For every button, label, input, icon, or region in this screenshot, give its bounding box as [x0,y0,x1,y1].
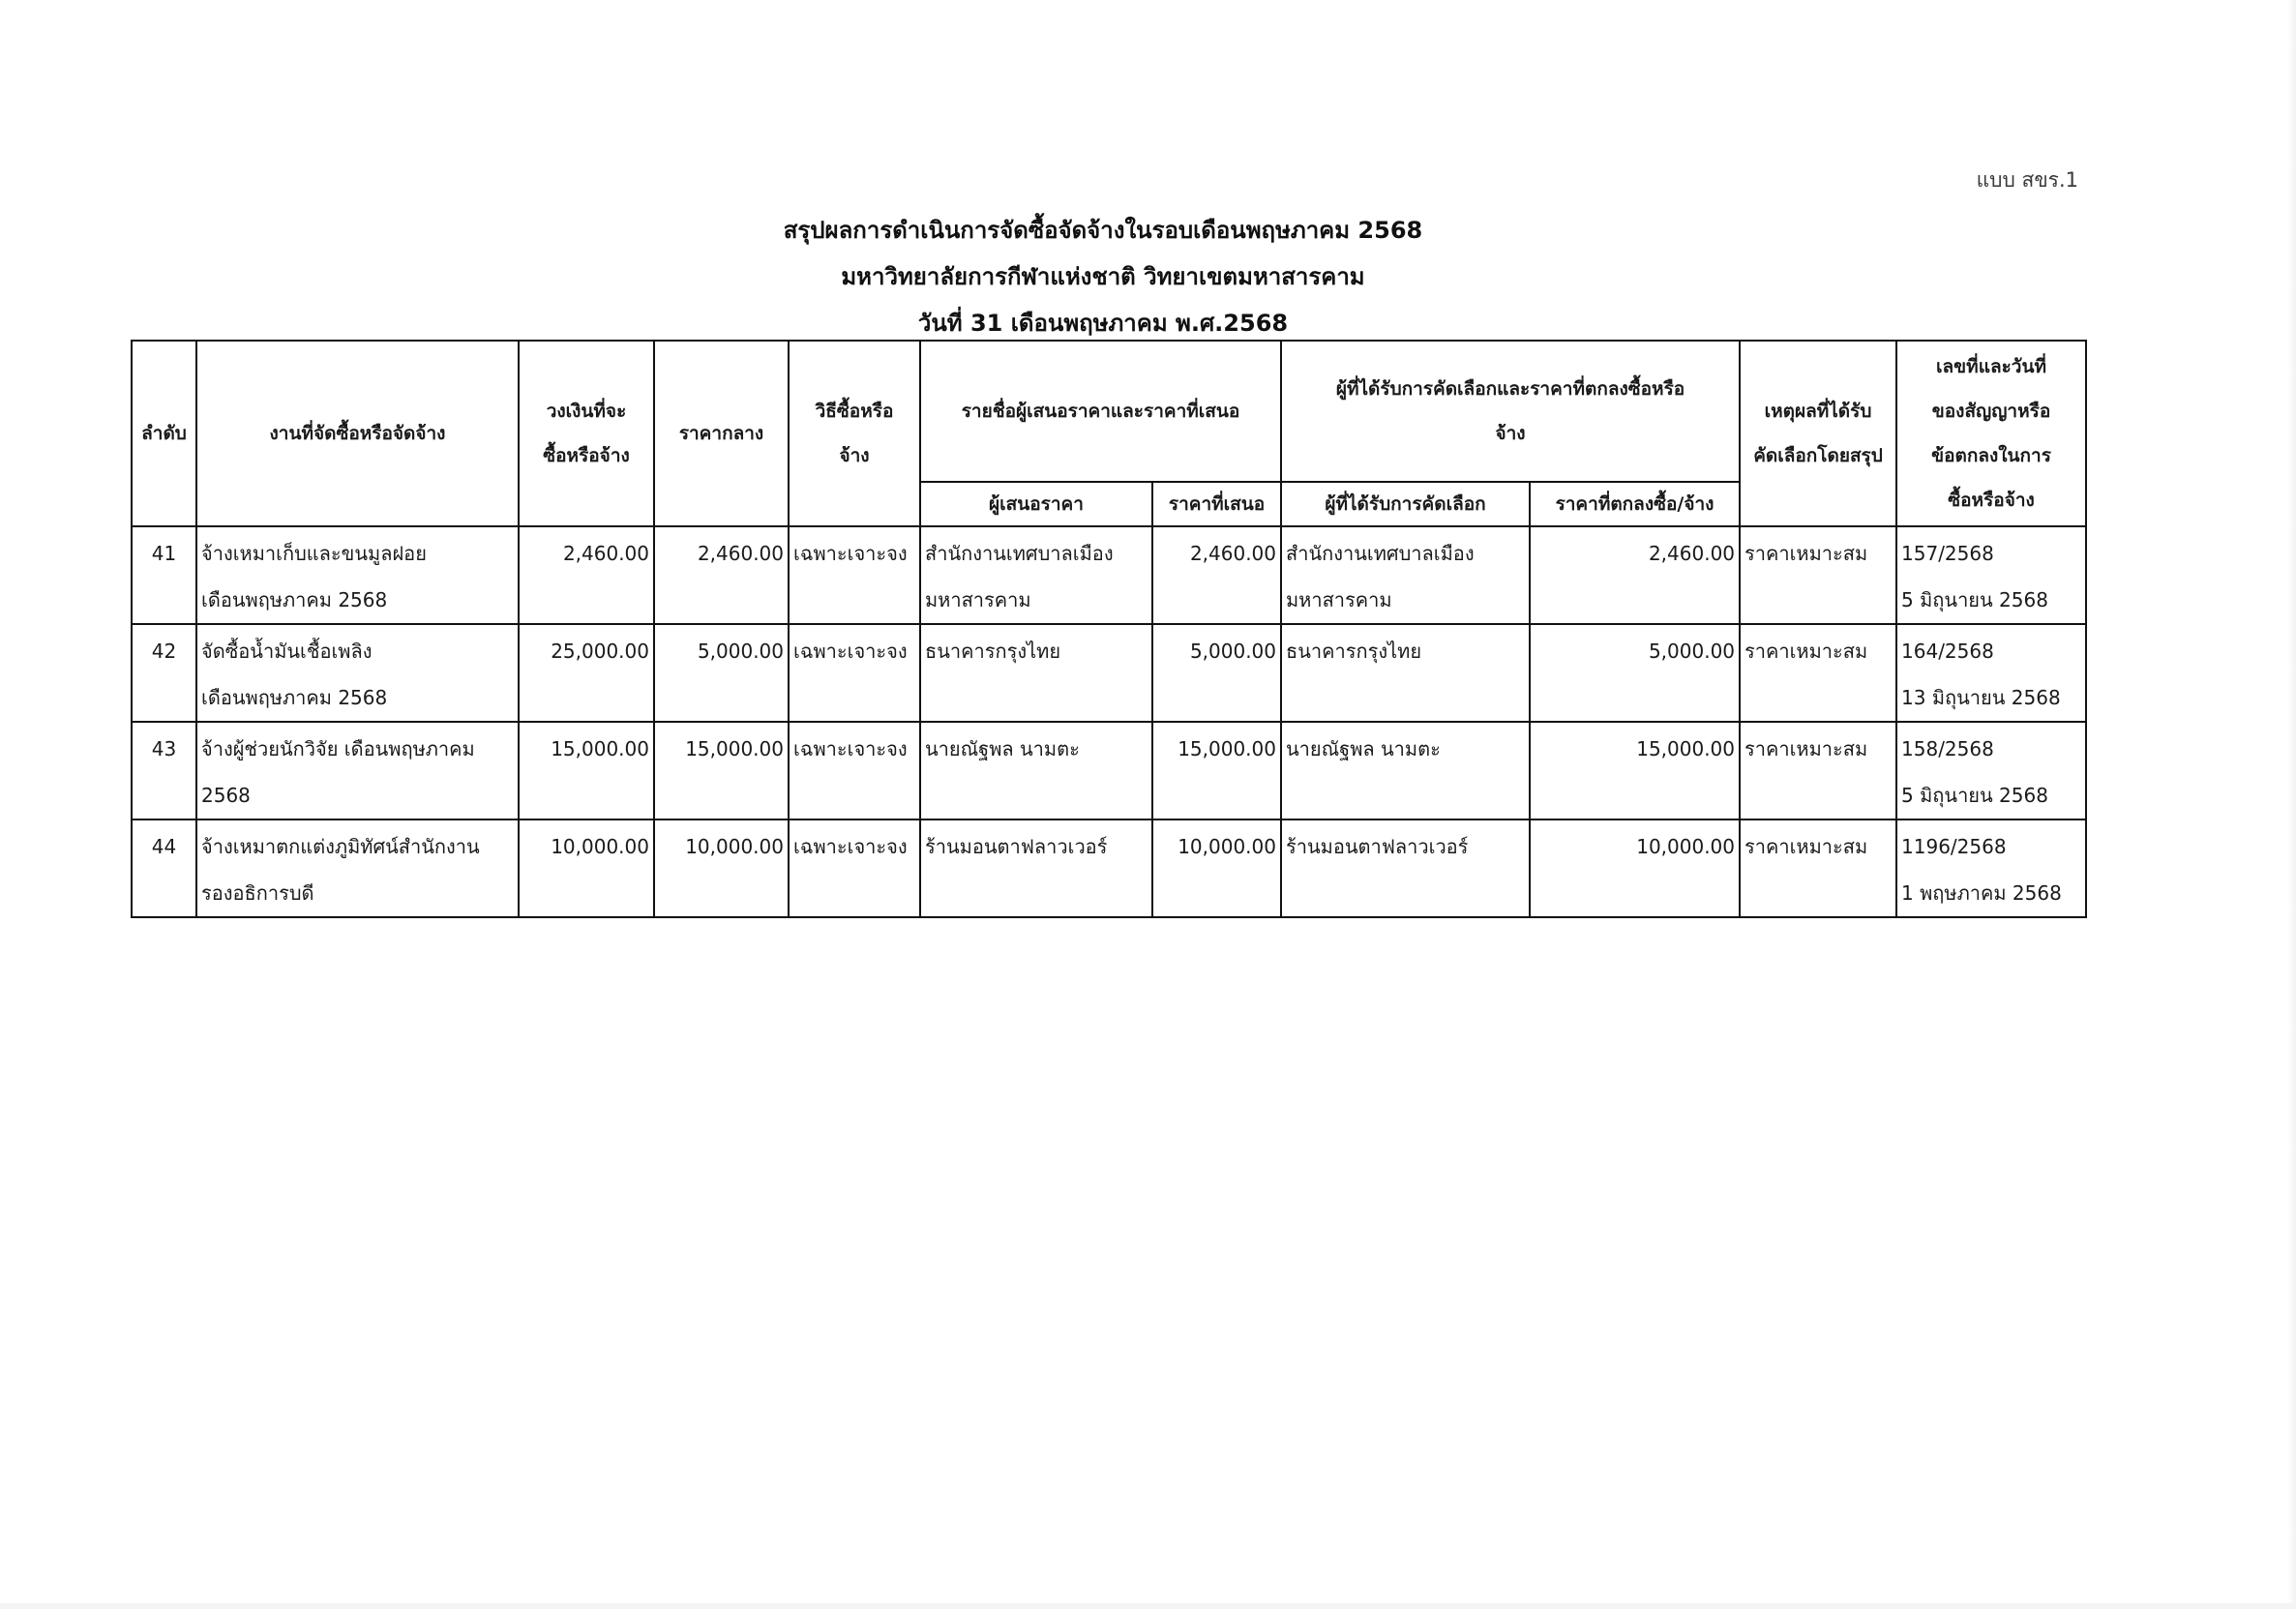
header-method: วิธีซื้อหรือ จ้าง [789,341,920,526]
header-bid-price: ราคาที่เสนอ [1152,482,1281,526]
cell-bidder: สำนักงานเทศบาลเมือง มหาสารคาม [920,526,1152,624]
header-contract: เลขที่และวันที่ ของสัญญาหรือ ข้อตกลงในการ ซื้อหรือจ้าง [1896,341,2086,526]
cell-selected: ธนาคารกรุงไทย [1281,624,1530,722]
cell-selected: ร้านมอนตาฟลาวเวอร์ [1281,819,1530,917]
header-work: งานที่จัดซื้อหรือจัดจ้าง [196,341,519,526]
header-bidder: ผู้เสนอราคา [920,482,1152,526]
cell-work: จ้างเหมาตกแต่งภูมิทัศน์สำนักงาน รองอธิการบดี [196,819,519,917]
form-code: แบบ สขร.1 [1976,168,2078,192]
cell-contract: 157/2568 5 มิถุนายน 2568 [1896,526,2086,624]
table-row [132,819,2086,917]
cell-agreed-price: 2,460.00 [1530,526,1740,624]
institution-name: มหาวิทยาลัยการกีฬาแห่งชาติ วิทยาเขตมหาสารคาม [841,263,1365,290]
header-bidders-group: รายชื่อผู้เสนอราคาและราคาที่เสนอ [920,341,1281,482]
scan-bottom-shadow [0,1603,2296,1609]
cell-budget: 2,460.00 [519,526,654,624]
cell-bid-price: 2,460.00 [1152,526,1281,624]
cell-reason: ราคาเหมาะสม [1740,526,1896,624]
cell-agreed-price: 10,000.00 [1530,819,1740,917]
header-no: ลำดับ [132,341,196,526]
cell-budget: 25,000.00 [519,624,654,722]
cell-no: 42 [132,624,196,722]
cell-bid-price: 15,000.00 [1152,722,1281,819]
header-agreed-price: ราคาที่ตกลงซื้อ/จ้าง [1530,482,1740,526]
header-reason: เหตุผลที่ได้รับ คัดเลือกโดยสรุป [1740,341,1896,526]
cell-work: จ้างเหมาเก็บและขนมูลฝอย เดือนพฤษภาคม 2568 [196,526,519,624]
cell-median-price: 2,460.00 [654,526,789,624]
cell-bidder: ร้านมอนตาฟลาวเวอร์ [920,819,1152,917]
cell-bidder: นายณัฐพล นามตะ [920,722,1152,819]
cell-contract: 158/2568 5 มิถุนายน 2568 [1896,722,2086,819]
table-row [132,624,2086,722]
cell-bidder: ธนาคารกรุงไทย [920,624,1152,722]
cell-method: เฉพาะเจาะจง [789,526,920,624]
cell-agreed-price: 5,000.00 [1530,624,1740,722]
cell-bid-price: 5,000.00 [1152,624,1281,722]
scan-edge-shadow [2288,0,2296,1609]
cell-median-price: 5,000.00 [654,624,789,722]
cell-reason: ราคาเหมาะสม [1740,819,1896,917]
cell-reason: ราคาเหมาะสม [1740,722,1896,819]
table-body [132,526,2086,917]
cell-budget: 15,000.00 [519,722,654,819]
cell-agreed-price: 15,000.00 [1530,722,1740,819]
cell-reason: ราคาเหมาะสม [1740,624,1896,722]
cell-selected: สำนักงานเทศบาลเมือง มหาสารคาม [1281,526,1530,624]
cell-median-price: 10,000.00 [654,819,789,917]
cell-no: 44 [132,819,196,917]
cell-budget: 10,000.00 [519,819,654,917]
document-title: สรุปผลการดำเนินการจัดซื้อจัดจ้างในรอบเดือนพฤษภาคม 2568 [783,217,1423,244]
cell-work: จัดซื้อน้ำมันเชื้อเพลิง เดือนพฤษภาคม 2568 [196,624,519,722]
cell-contract: 164/2568 13 มิถุนายน 2568 [1896,624,2086,722]
cell-work: จ้างผู้ช่วยนักวิจัย เดือนพฤษภาคม 2568 [196,722,519,819]
table-header [132,341,2086,526]
cell-contract: 1196/2568 1 พฤษภาคม 2568 [1896,819,2086,917]
cell-median-price: 15,000.00 [654,722,789,819]
cell-method: เฉพาะเจาะจง [789,624,920,722]
cell-selected: นายณัฐพล นามตะ [1281,722,1530,819]
procurement-table [131,340,2087,918]
table-row [132,526,2086,624]
header-median-price: ราคากลาง [654,341,789,526]
cell-no: 41 [132,526,196,624]
table-row [132,722,2086,819]
header-selected-group: ผู้ที่ได้รับการคัดเลือกและราคาที่ตกลงซื้อหรือ จ้าง [1281,341,1740,482]
cell-bid-price: 10,000.00 [1152,819,1281,917]
header-selected: ผู้ที่ได้รับการคัดเลือก [1281,482,1530,526]
header-budget: วงเงินที่จะ ซื้อหรือจ้าง [519,341,654,526]
report-date: วันที่ 31 เดือนพฤษภาคม พ.ศ.2568 [917,310,1289,337]
cell-method: เฉพาะเจาะจง [789,819,920,917]
cell-no: 43 [132,722,196,819]
cell-method: เฉพาะเจาะจง [789,722,920,819]
